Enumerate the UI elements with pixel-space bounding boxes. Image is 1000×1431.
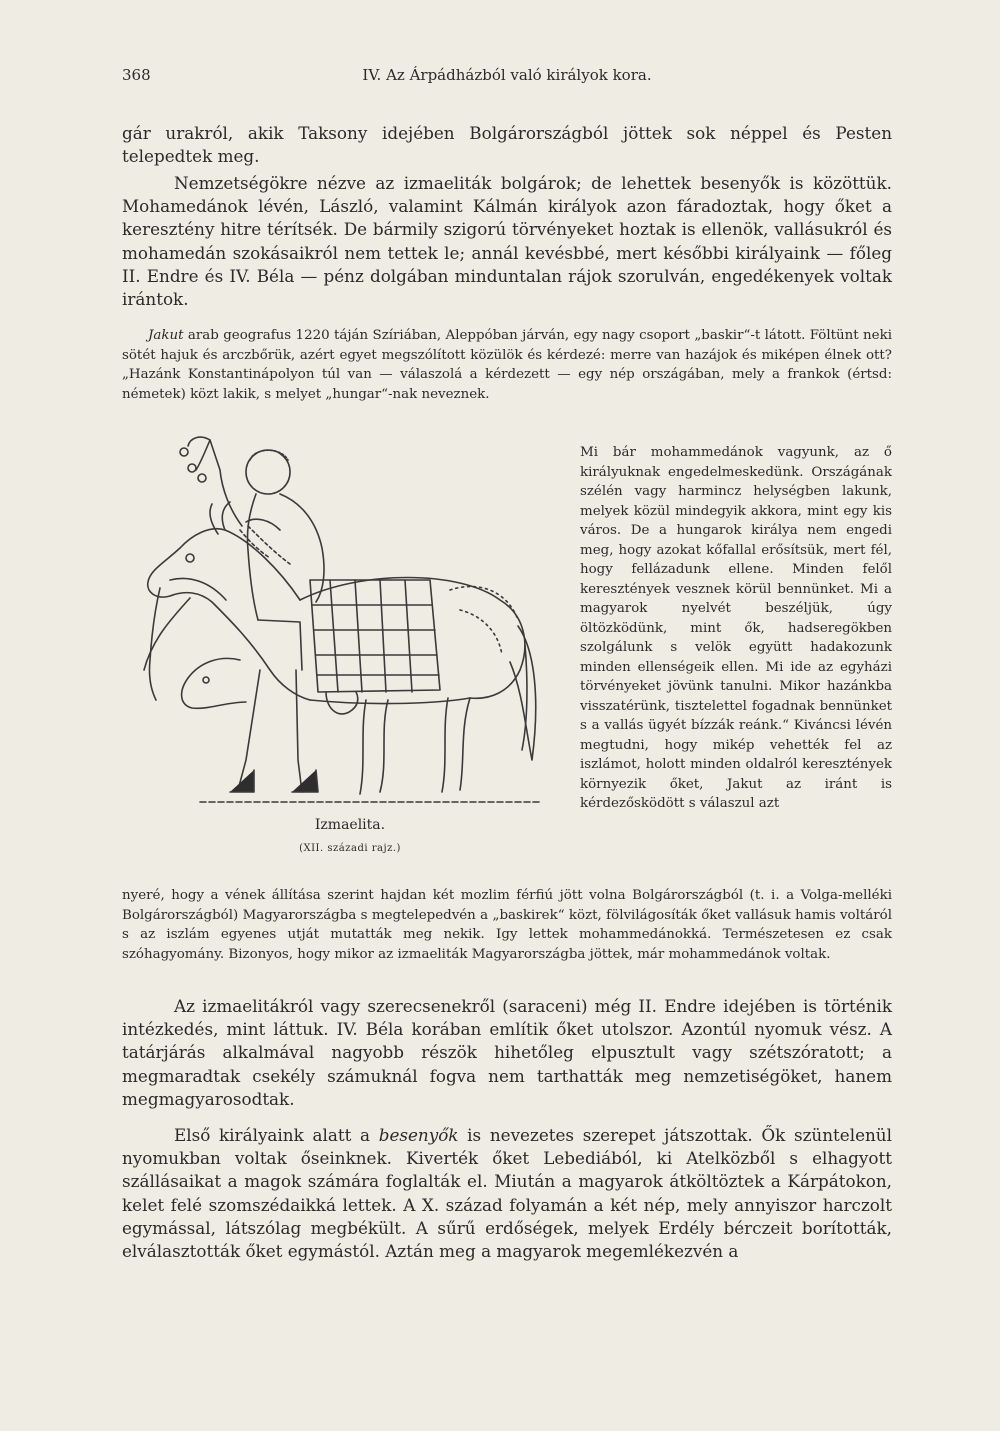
besenyok-term: besenyők: [378, 1125, 459, 1145]
besenyok-rest: is nevezetes szerepet játszottak. Ők szüntelenül nyomukban voltak őseinknek. Kiverték őket Lebediából, ki Atelközből s elhagyott szállásaikat a magok számára foglalták el. Miután a magyarok átköltöztek a Kárpátokon, kelet felé szomszédaikká lettek. A X. század folyamán a két nép, mely annyiszor harczolt egymással, látszólag megbékült. A sűrű erdőségek, melyek Erdély bérczeit borították, elválasztották őket egymástól. Aztán meg a magyarok megemlékezvén a: [122, 1125, 892, 1262]
paragraph-izmaelites: Nemzetségökre nézve az izmaeliták bolgárok; de lehettek besenyők is közöttük. Mohamedánok lévén, László, valamint Kálmán királyok azon fáradoztak, hogy őket a keresztény hitre térítsék. De bármily szigorú törvényeket hoztak is ellenök, vallásukról és mohamedán szokásaikról nem tettek le; annál kevésbbé, mert későbbi királyaink — főleg II. Endre és IV. Béla — pénz dolgában minduntalan rájok szorulván, engedékenyek voltak irántok.: [122, 173, 892, 310]
besenyok-lead: Első királyaink alatt a: [174, 1125, 371, 1145]
figure-caption: Izmaelita.: [314, 817, 386, 833]
quote-wrap-column: Mi bár mohammedánok vagyunk, az ő királyuknak engedelmeskedünk. Országának szélén vagy harmincz helységben lakunk, melyek közül mindegyik akkora, mint egy kis város. De a hungarok királya nem engedi meg, hogy azokat kőfallal erősítsük, mert fél, hogy fellázadunk ellene. Minden felől keresztények vesznek körül bennünket. Mi a magyarok nyelvét beszéljük, úgy öltözködünk, mint ők, hadseregökben szolgálunk s velök együtt hadakozunk minden ellenségeik ellen. Mi ide az egyházi törvényeket jövünk tanulni. Mikor hazánkba visszatérünk, tisztelettel fogadnak bennünket s a vallás ügyét bízzák reánk.“ Kiváncsi lévén megtudni, hogy mikép vehették fel az iszlámot, holott minden oldalról keresztények környezik őket, Jakut az iránt is kérdezősködött s válaszul azt: [580, 445, 892, 811]
paragraph-saraceni: Az izmaelitákról vagy szerecsenekről (saraceni) még II. Endre idejében is történik intézkedés, mint láttuk. IV. Béla korában említik őket utolszor. Azontúl nyomuk vész. A tatárjárás alkalmával nagyobb részök hihetőleg elpusztult vagy szétszóratott; a megmaradtak csekély számuknál fogva nem tarthatták meg nemzetiségöket, hanem megmagyarosodtak.: [122, 996, 892, 1109]
paragraph-besenyok: [122, 1124, 892, 1263]
quote-block: [122, 326, 892, 404]
paragraph-continuation: gár urakról, akik Taksony idejében Bolgárországból jöttek sok néppel és Pesten telepedtek meg.: [122, 123, 892, 167]
page-number: 368: [122, 66, 151, 84]
page-header: [122, 66, 892, 88]
running-title: IV. Az Árpádházból való királyok kora.: [362, 66, 652, 84]
quote-continuation: nyeré, hogy a vének állítása szerint hajdan két mozlim férfiú jött volna Bolgárországból (t. i. a Volga-melléki Bolgárországból) Magyarországba s megtelepedvén a „baskirek“ közt, fölvilágosíták őket vallásuk hamis voltáról s az iszlám egyenes utját mutatták meg nekik. Igy lettek mohammedánokká. Természetesen ez csak szóhagyomány. Bizonyos, hogy mikor az izmaeliták Magyarországba jöttek, már mohammedánok voltak.: [122, 888, 892, 962]
quote-author: Jakut: [148, 328, 184, 343]
quote-text: arab geografus 1220 táján Szíriában, Aleppóban járván, egy nagy csoport „baskir“-t látott. Föltünt neki sötét hajuk és arczbőrük, azért egyet megszólított közülök és kérdezé: merre van hazájok és miképen élnek ott? „Hazánk Konstantinápolyon túl van — válaszolá a kérdezett — egy nép országában, mely a frankok (értsd: németek) közt lakik, s melyet „hungar“-nak neveznek.: [122, 328, 892, 402]
figure-subcaption: (XII. századi rajz.): [299, 843, 401, 854]
illustration-izmaelita: [130, 430, 550, 825]
